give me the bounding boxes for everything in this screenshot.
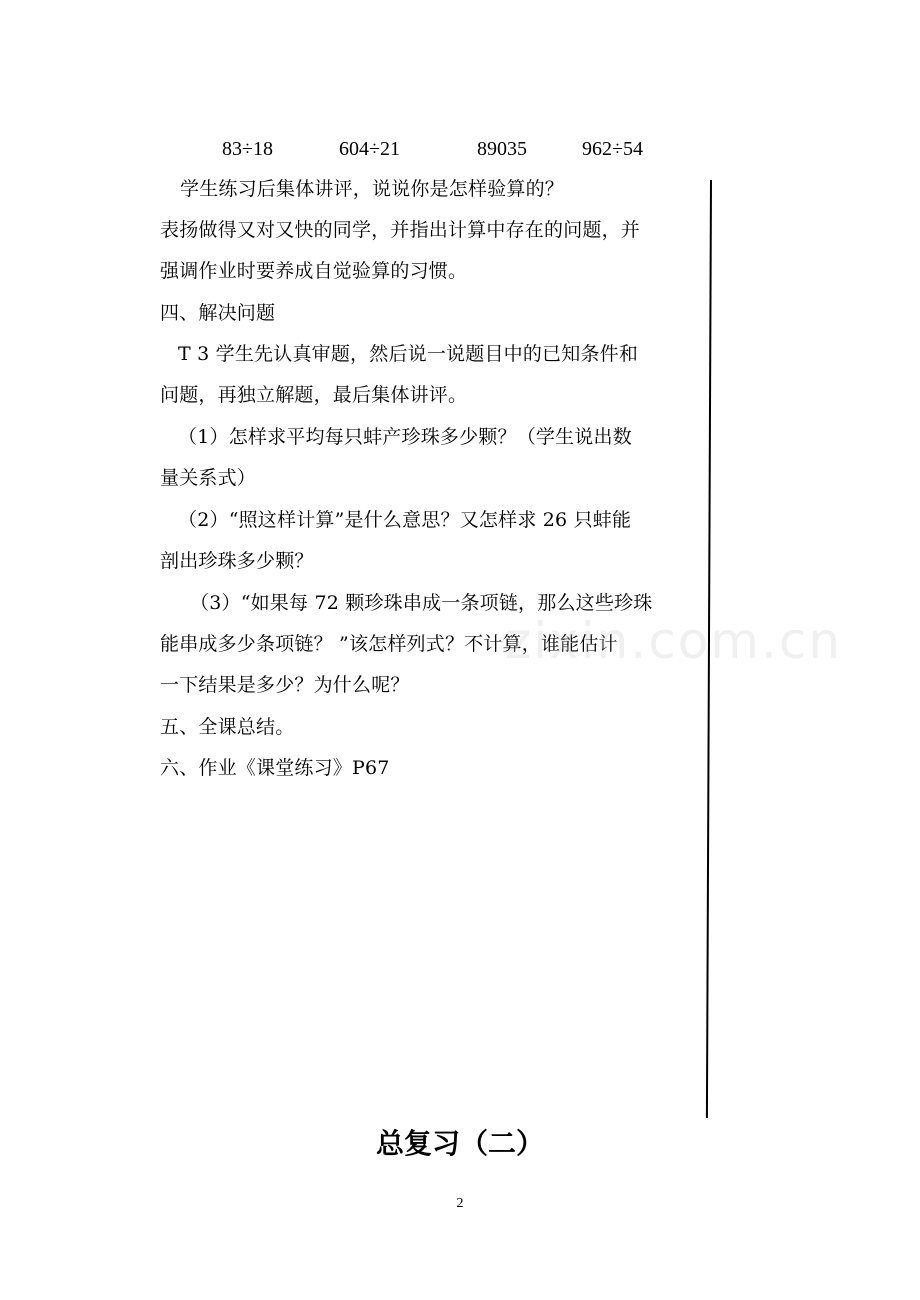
question-3: （3）“如果每 72 颗珍珠串成一条项链，那么这些珍珠 [190, 592, 653, 614]
expression-4: 962÷54 [582, 138, 643, 160]
paragraph-line: 一下结果是多少？为什么呢？ [160, 674, 410, 696]
paragraph-line: 剖出珍珠多少颗？ [160, 550, 314, 572]
question-1: （1）怎样求平均每只蚌产珍珠多少颗？（学生说出数 [178, 426, 632, 448]
paragraph-line: T 3 学生先认真审题，然后说一说题目中的已知条件和 [178, 343, 639, 365]
page-number: 2 [456, 1196, 464, 1211]
paragraph-line: 学生练习后集体讲评，说说你是怎样验算的？ [180, 178, 565, 200]
expression-2: 604÷21 [339, 138, 400, 160]
paragraph-line: 能串成多少条项链？ ”该怎样列式？不计算，谁能估计 [160, 633, 618, 655]
paragraph-line: 表扬做得又对又快的同学，并指出计算中存在的问题，并 [160, 219, 641, 241]
paragraph-line: 强调作业时要养成自觉验算的习惯。 [160, 260, 468, 282]
paragraph-line: 量关系式） [160, 467, 257, 489]
section-title: 总复习（二） [375, 1127, 544, 1160]
paragraph-line: 问题，再独立解题，最后集体讲评。 [160, 384, 468, 406]
section-heading-summary: 五、全课总结。 [160, 716, 295, 738]
section-heading-homework: 六、作业《课堂练习》P67 [160, 757, 390, 779]
expression-1: 83÷18 [222, 138, 273, 160]
expression-3: 89035 [477, 138, 527, 160]
section-heading-solve: 四、解决问题 [160, 302, 276, 324]
watermark: zixin.com.cn [505, 612, 843, 670]
question-2: （2）“照这样计算”是什么意思？又怎样求 26 只蚌能 [178, 509, 632, 531]
